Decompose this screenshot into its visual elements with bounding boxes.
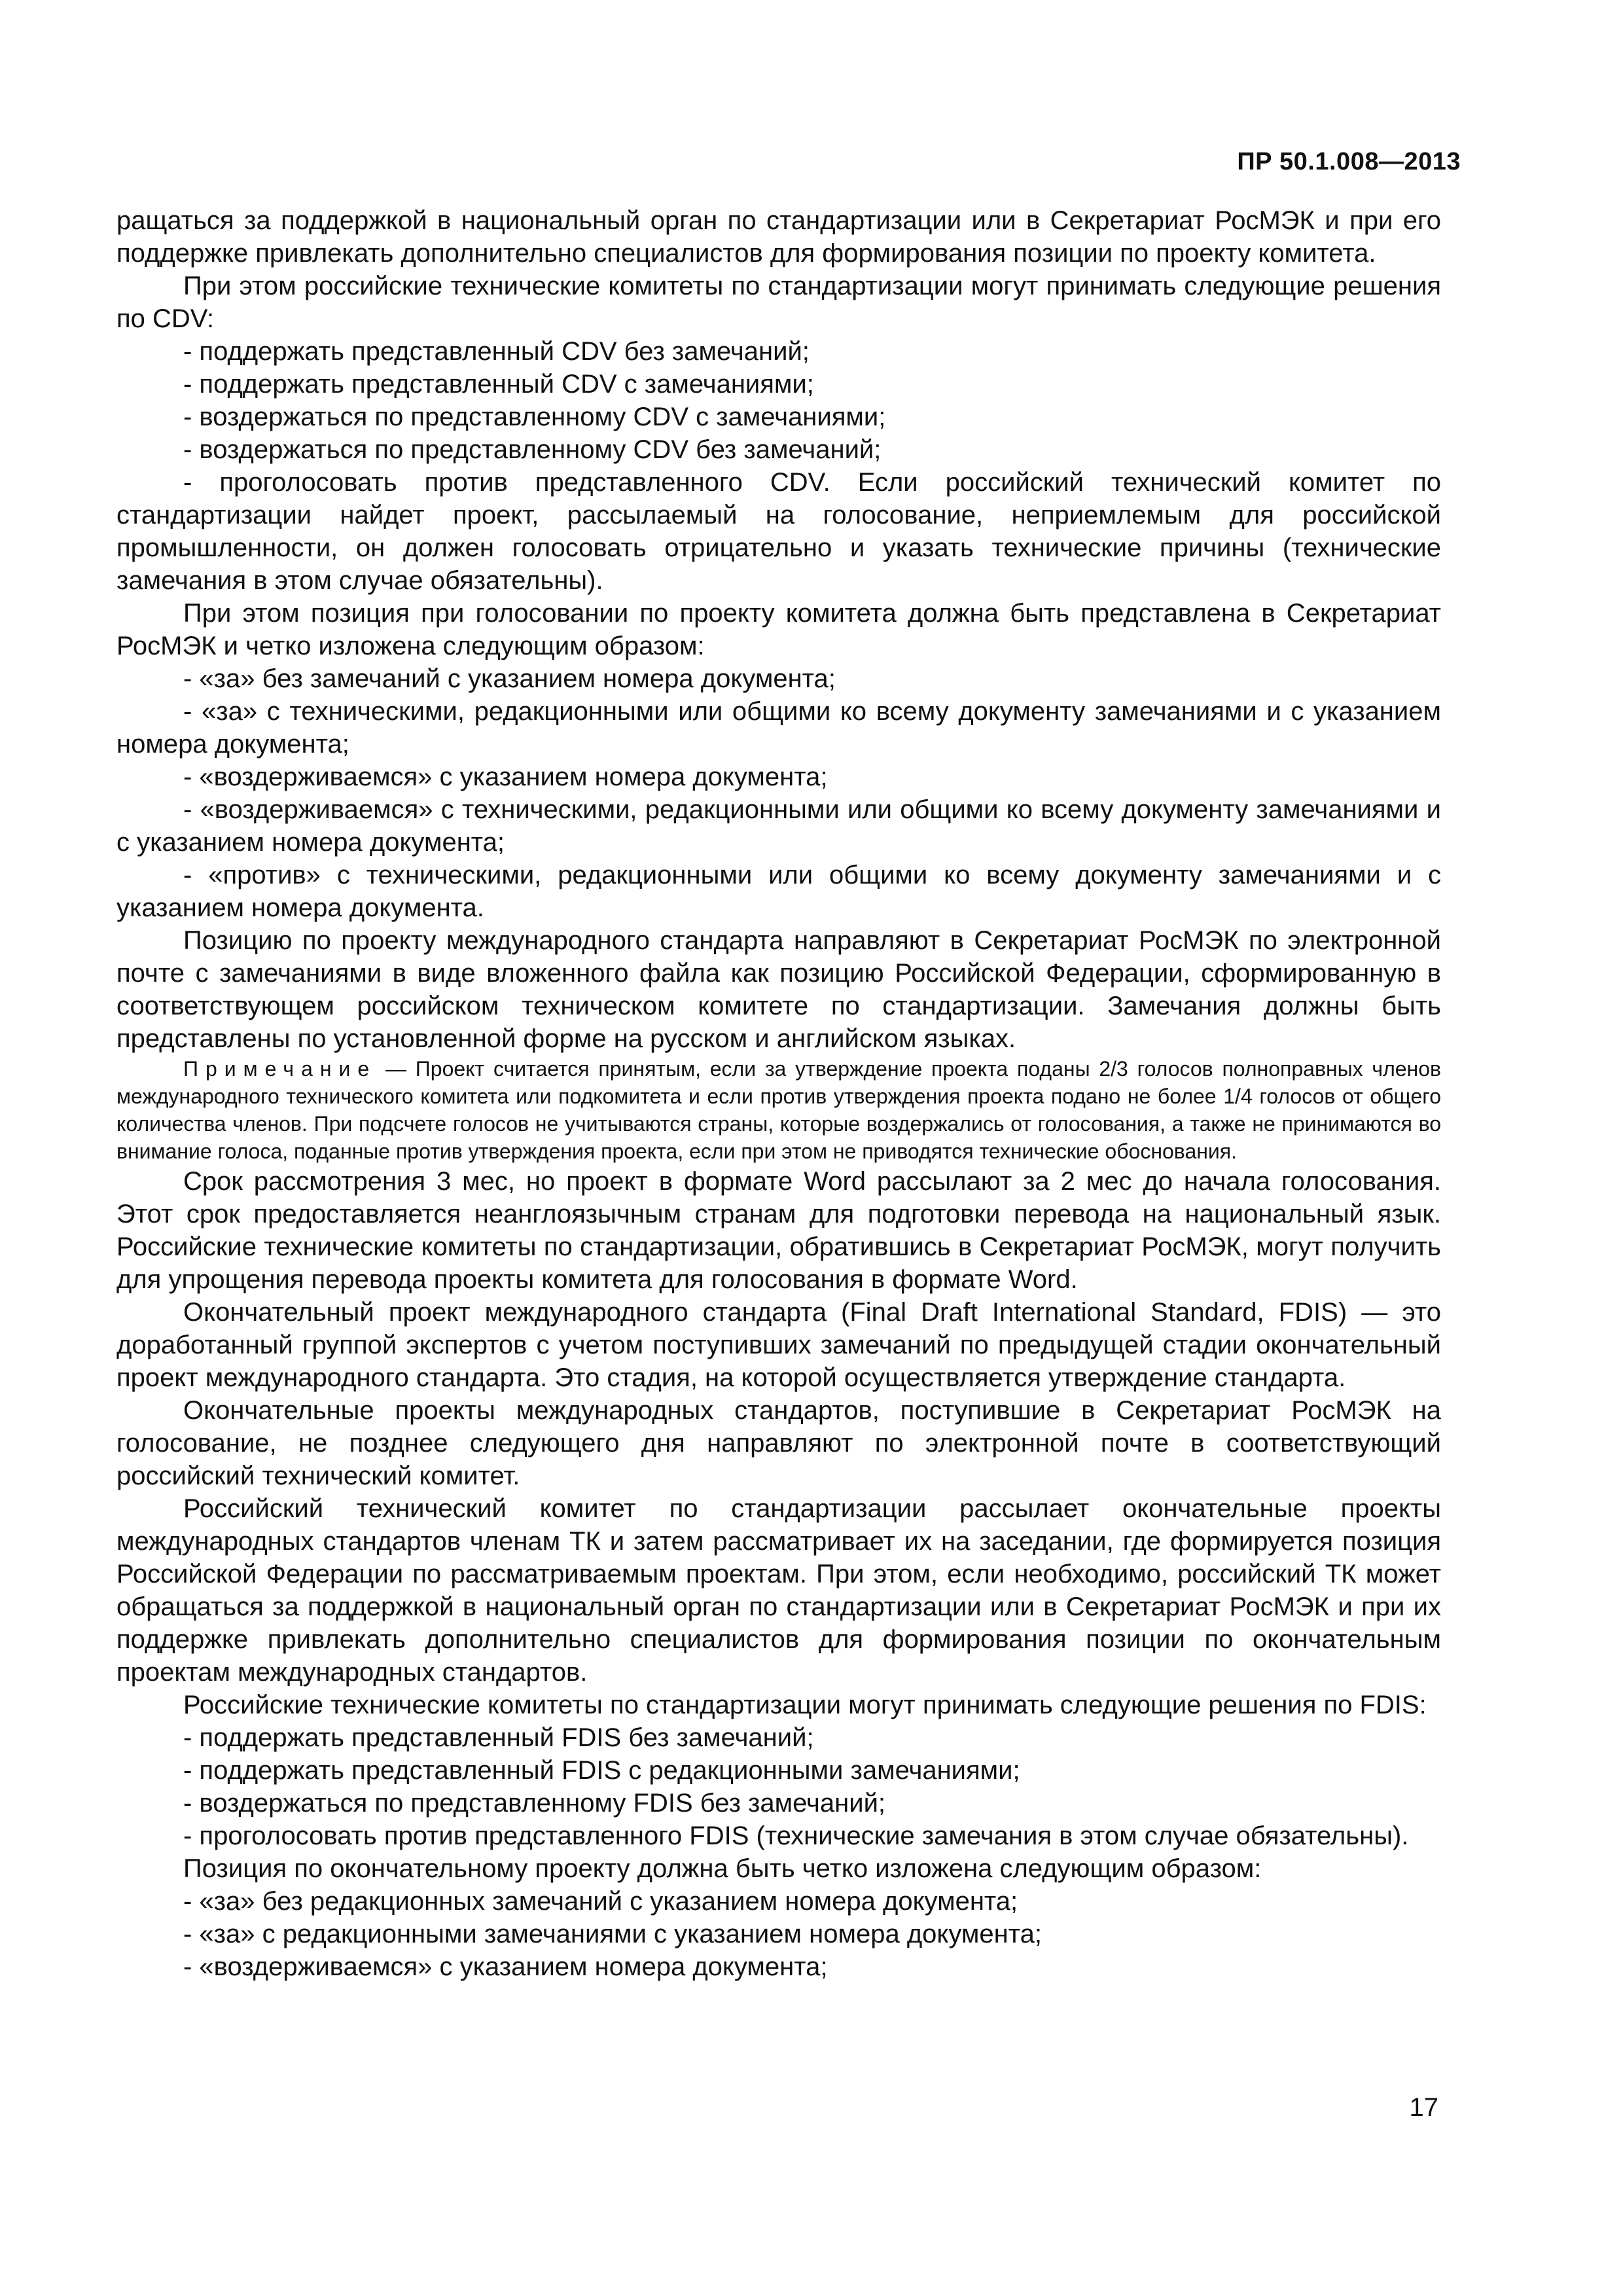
list-item: - «за» с техническими, редакционными или общими ко всему документу замечаниями и с указанием номера документа; xyxy=(116,697,1441,759)
paragraph: Позиция по окончательному проекту должна быть четко изложена следующим образом: xyxy=(183,1854,1262,1883)
page-number: 17 xyxy=(1409,2093,1438,2122)
text-block-lower xyxy=(116,1165,1441,1983)
paragraph: Окончательные проекты международных стандартов, поступившие в Секретариат РосМЭК на голосование, не позднее следующего дня направляют по электронной почте в соответствующий российский технический комитет. xyxy=(116,1396,1441,1490)
list-item: - «воздерживаемся» с указанием номера документа; xyxy=(183,1952,828,1981)
list-item: - «против» с техническими, редакционными или общими ко всему документу замечаниями и с указанием номера документа. xyxy=(116,861,1441,922)
document-body xyxy=(116,204,1441,1983)
list-item: - поддержать представленный CDV с замечаниями; xyxy=(183,370,814,399)
list-item: - поддержать представленный FDIS без замечаний; xyxy=(183,1723,814,1752)
list-item: - поддержать представленный CDV без замечаний; xyxy=(183,337,810,366)
paragraph: При этом позиция при голосовании по проекту комитета должна быть представлена в Секретариат РосМЭК и четко изложена следующим образом: xyxy=(116,599,1441,660)
document-code-header: ПР 50.1.008—2013 xyxy=(1237,148,1461,175)
list-item: - воздержаться по представленному CDV без замечаний; xyxy=(183,435,882,464)
list-item: - поддержать представленный FDIS с редакционными замечаниями; xyxy=(183,1756,1020,1785)
paragraph: Российские технические комитеты по стандартизации могут принимать следующие решения по FDIS: xyxy=(183,1691,1427,1719)
paragraph: Окончательный проект международного стандарта (Final Draft International Standard, FDIS) — это доработанный группой экспертов с учетом поступивших замечаний по предыдущей стадии окончательный проект международного стандарта. Это стадия, на которой осуществляется утверждение стандарта. xyxy=(116,1298,1441,1392)
list-item: - «воздерживаемся» с техническими, редакционными или общими ко всему документу замечаниями и с указанием номера документа; xyxy=(116,795,1441,857)
list-item: - «за» без замечаний с указанием номера документа; xyxy=(183,664,836,693)
text-block-upper xyxy=(116,204,1441,1055)
list-item: - проголосовать против представленного FDIS (технические замечания в этом случае обязательны). xyxy=(183,1821,1409,1850)
paragraph: Срок рассмотрения 3 мес, но проект в формате Word рассылают за 2 мес до начала голосования. Этот срок предоставляется неанглоязычным странам для подготовки перевода на национальный язык. Российские технические комитеты по стандартизации, обратившись в Секретариат РосМЭК, могут получить для упрощения перевода проекты комитета для голосования в формате Word. xyxy=(116,1167,1441,1294)
list-item: - «воздерживаемся» с указанием номера документа; xyxy=(183,762,828,791)
list-item: - воздержаться по представленному CDV с замечаниями; xyxy=(183,403,886,431)
note-label: Примечание xyxy=(183,1057,377,1081)
list-item: - воздержаться по представленному FDIS без замечаний; xyxy=(183,1789,886,1818)
note-text: — Проект считается принятым, если за утверждение проекта поданы 2/3 голосов полноправных членов международного технического комитета или подкомитета и если против утверждения проекта подано не более 1/4 голосов от общего количества членов. При подсчете голосов не учитываются страны, которые воздержались от голосования, а также не принимаются во внимание голоса, поданные против утверждения проекта, если при этом не приводятся технические обоснования. xyxy=(116,1057,1442,1163)
paragraph: При этом российские технические комитеты по стандартизации могут принимать следующие решения по CDV: xyxy=(116,272,1441,333)
list-item: - проголосовать против представленного CDV. Если российский технический комитет по стандартизации найдет проект, рассылаемый на голосование, неприемлемым для российской промышленности, он должен голосовать отрицательно и указать технические причины (технические замечания в этом случае обязательны). xyxy=(116,468,1441,595)
note xyxy=(116,1055,1441,1165)
paragraph: ращаться за поддержкой в национальный орган по стандартизации или в Секретариат РосМЭК и при его поддержке привлекать дополнительно специалистов для формирования позиции по проекту комитета. xyxy=(116,206,1441,268)
paragraph: Позицию по проекту международного стандарта направляют в Секретариат РосМЭК по электронной почте с замечаниями в виде вложенного файла как позицию Российской Федерации, сформированную в соответствующем российском техническом комитете по стандартизации. Замечания должны быть представлены по установленной форме на русском и английском языках. xyxy=(116,926,1441,1053)
paragraph: Российский технический комитет по стандартизации рассылает окончательные проекты международных стандартов членам ТК и затем рассматривает их на заседании, где формируется позиция Российской Федерации по рассматриваемым проектам. При этом, если необходимо, российский ТК может обращаться за поддержкой в национальный орган по стандартизации или в Секретариат РосМЭК и при их поддержке привлекать дополнительно специалистов для формирования позиции по окончательным проектам международных стандартов. xyxy=(116,1494,1441,1687)
list-item: - «за» с редакционными замечаниями с указанием номера документа; xyxy=(183,1920,1042,1948)
list-item: - «за» без редакционных замечаний с указанием номера документа; xyxy=(183,1887,1018,1916)
